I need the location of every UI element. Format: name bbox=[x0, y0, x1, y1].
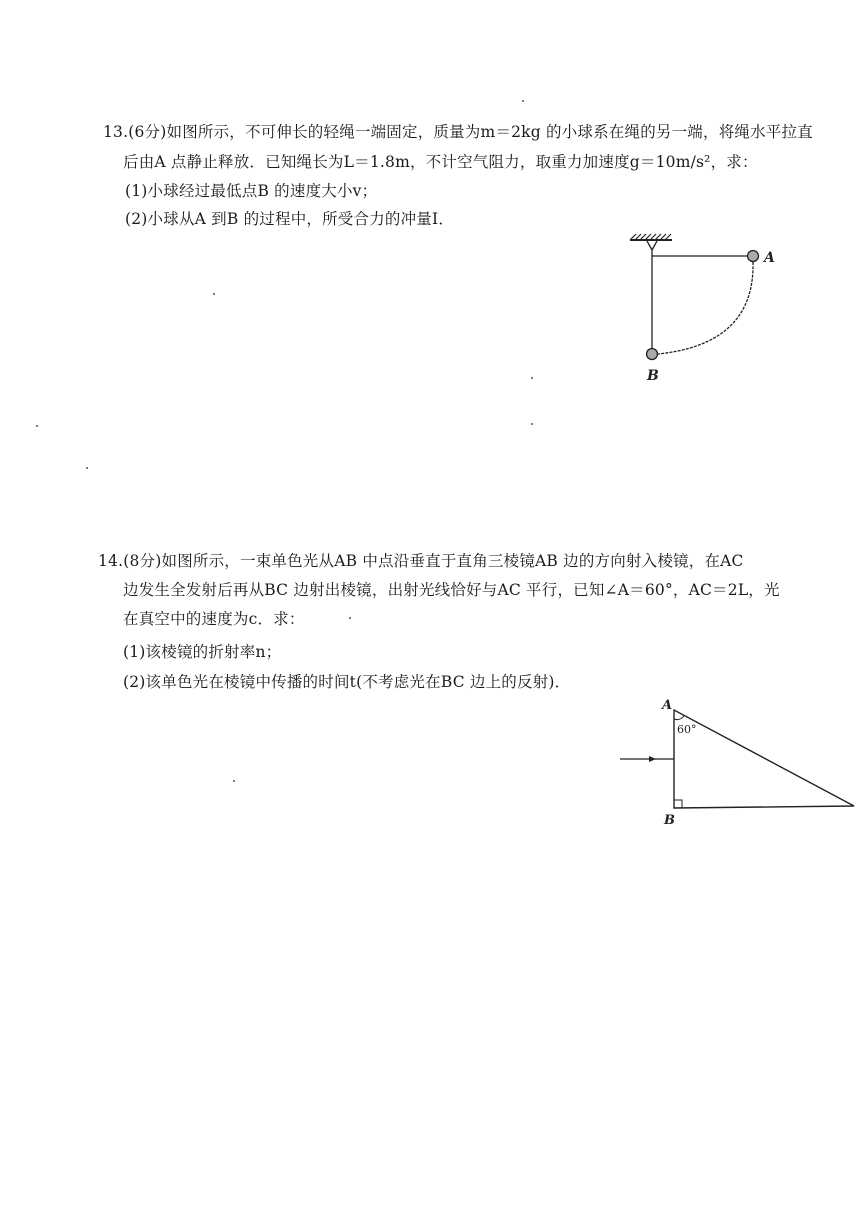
ball-b bbox=[647, 349, 658, 360]
scan-speck bbox=[86, 467, 88, 469]
label-a: A bbox=[662, 698, 673, 713]
pendulum-figure bbox=[620, 232, 810, 392]
ray-arrow bbox=[649, 756, 656, 762]
ball-a bbox=[748, 251, 759, 262]
label-a: A bbox=[764, 250, 775, 266]
scan-speck bbox=[522, 100, 524, 102]
prism-triangle bbox=[674, 710, 854, 808]
q13-line-2: 后由A 点静止释放．已知绳长为L＝1.8m，不计空气阻力，取重力加速度g＝10m/s²，求： bbox=[123, 153, 758, 171]
ceiling-support bbox=[630, 234, 672, 250]
scan-speck bbox=[233, 780, 235, 782]
q14-line-3: 在真空中的速度为c．求： bbox=[123, 610, 305, 628]
swing-arc bbox=[658, 262, 753, 354]
angle-label: 60° bbox=[677, 723, 697, 736]
prism-figure bbox=[616, 696, 856, 836]
q14-line-2: 边发生全发射后再从BC 边射出棱镜，出射光线恰好与AC 平行，已知∠A＝60°，AC＝2L，光 bbox=[123, 581, 780, 599]
q13-subquestion-2: (2)小球从A 到B 的过程中，所受合力的冲量I． bbox=[125, 210, 455, 228]
q14-subquestion-1: (1)该棱镜的折射率n； bbox=[123, 643, 282, 661]
q13-line-1: 13.(6分)如图所示，不可伸长的轻绳一端固定，质量为m＝2kg 的小球系在绳的另一端，将绳水平拉直 bbox=[103, 123, 813, 141]
scan-speck bbox=[531, 377, 533, 379]
q14-subquestion-2: (2)该单色光在棱镜中传播的时间t(不考虑光在BC 边上的反射)． bbox=[123, 673, 571, 691]
label-b: B bbox=[647, 368, 659, 384]
scan-speck bbox=[349, 617, 351, 619]
scan-speck bbox=[213, 293, 215, 295]
angle-arc bbox=[674, 716, 684, 720]
right-angle-mark bbox=[674, 800, 682, 808]
scan-speck bbox=[531, 423, 533, 425]
q13-subquestion-1: (1)小球经过最低点B 的速度大小v； bbox=[125, 182, 378, 200]
q14-line-1: 14.(8分)如图所示，一束单色光从AB 中点沿垂直于直角三棱镜AB 边的方向射入棱镜，在AC bbox=[98, 552, 744, 570]
scan-speck bbox=[36, 425, 38, 427]
label-b: B bbox=[664, 813, 675, 828]
